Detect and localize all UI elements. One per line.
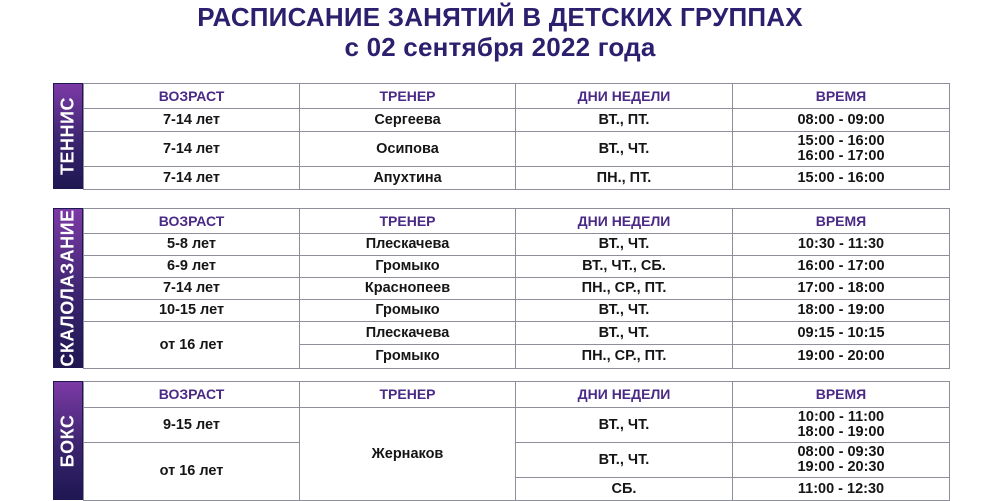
time-cell: 11:00 - 12:30 [733, 478, 950, 501]
tennis-table [83, 83, 950, 190]
time-cell [733, 408, 950, 443]
time-cell: 16:00 - 17:00 [733, 256, 950, 278]
age-cell: 9-15 лет [84, 408, 300, 443]
boxing-section [53, 381, 949, 500]
section-label-climbing: СКАЛОЛАЗАНИЕ [53, 208, 83, 368]
table-row [84, 109, 950, 132]
days-cell: ПН., СР., ПТ. [516, 278, 733, 300]
table-row [84, 132, 950, 167]
table-row [84, 443, 950, 478]
table-row [84, 278, 950, 300]
age-cell: 7-14 лет [84, 109, 300, 132]
section-label-tennis: ТЕННИС [53, 83, 83, 189]
table-row [84, 322, 950, 345]
days-cell: ПН., ПТ. [516, 167, 733, 190]
time-cell: 17:00 - 18:00 [733, 278, 950, 300]
header-days: ДНИ НЕДЕЛИ [516, 382, 733, 408]
time-line: 08:00 - 09:30 [797, 444, 885, 460]
header-age: ВОЗРАСТ [84, 84, 300, 109]
days-cell: ВТ., ПТ. [516, 109, 733, 132]
climbing-table [83, 208, 950, 369]
coach-cell: Сергеева [300, 109, 516, 132]
days-cell: ВТ., ЧТ. [516, 408, 733, 443]
days-cell: СБ. [516, 478, 733, 501]
time-cell [733, 443, 950, 478]
age-cell: от 16 лет [84, 443, 300, 501]
climbing-section [53, 208, 949, 368]
header-coach: ТРЕНЕР [300, 209, 516, 234]
age-cell: 7-14 лет [84, 132, 300, 167]
tennis-section [53, 83, 949, 189]
coach-cell: Плескачева [300, 234, 516, 256]
header-time: ВРЕМЯ [733, 84, 950, 109]
coach-cell: Жернаков [300, 408, 516, 501]
time-line: 16:00 - 17:00 [797, 148, 885, 164]
table-header-row [84, 382, 950, 408]
age-cell: 10-15 лет [84, 300, 300, 322]
days-cell: ВТ., ЧТ. [516, 132, 733, 167]
days-cell: ВТ., ЧТ. [516, 322, 733, 345]
time-line: 15:00 - 16:00 [797, 133, 885, 149]
time-line: 19:00 - 20:30 [797, 459, 885, 475]
header-days: ДНИ НЕДЕЛИ [516, 84, 733, 109]
header-days: ДНИ НЕДЕЛИ [516, 209, 733, 234]
time-cell: 18:00 - 19:00 [733, 300, 950, 322]
coach-cell: Осипова [300, 132, 516, 167]
section-label-boxing: БОКС [53, 381, 83, 500]
time-cell [733, 132, 950, 167]
days-cell: ВТ., ЧТ. [516, 443, 733, 478]
boxing-table [83, 381, 950, 501]
header-age: ВОЗРАСТ [84, 209, 300, 234]
age-cell: 7-14 лет [84, 278, 300, 300]
age-cell: 6-9 лет [84, 256, 300, 278]
age-cell: 7-14 лет [84, 167, 300, 190]
coach-cell: Громыко [300, 345, 516, 369]
age-cell: от 16 лет [84, 322, 300, 369]
header-age: ВОЗРАСТ [84, 382, 300, 408]
coach-cell: Громыко [300, 256, 516, 278]
time-cell: 10:30 - 11:30 [733, 234, 950, 256]
table-row [84, 300, 950, 322]
days-cell: ВТ., ЧТ., СБ. [516, 256, 733, 278]
header-time: ВРЕМЯ [733, 382, 950, 408]
time-cell: 09:15 - 10:15 [733, 322, 950, 345]
days-cell: ПН., СР., ПТ. [516, 345, 733, 369]
days-cell: ВТ., ЧТ. [516, 234, 733, 256]
table-row [84, 167, 950, 190]
time-line: 10:00 - 11:00 [797, 409, 885, 425]
page-subtitle: с 02 сентября 2022 года [344, 32, 656, 62]
table-header-row [84, 84, 950, 109]
days-cell: ВТ., ЧТ. [516, 300, 733, 322]
table-header-row [84, 209, 950, 234]
time-cell: 08:00 - 09:00 [733, 109, 950, 132]
time-line: 18:00 - 19:00 [797, 424, 885, 440]
age-cell: 5-8 лет [84, 234, 300, 256]
header-coach: ТРЕНЕР [300, 382, 516, 408]
coach-cell: Громыко [300, 300, 516, 322]
header-time: ВРЕМЯ [733, 209, 950, 234]
table-row [84, 234, 950, 256]
table-row [84, 256, 950, 278]
coach-cell: Апухтина [300, 167, 516, 190]
coach-cell: Краснопеев [300, 278, 516, 300]
coach-cell: Плескачева [300, 322, 516, 345]
header-coach: ТРЕНЕР [300, 84, 516, 109]
page-title: РАСПИСАНИЕ ЗАНЯТИЙ В ДЕТСКИХ ГРУППАХ [197, 2, 803, 32]
time-cell: 15:00 - 16:00 [733, 167, 950, 190]
time-cell: 19:00 - 20:00 [733, 345, 950, 369]
table-row [84, 408, 950, 443]
